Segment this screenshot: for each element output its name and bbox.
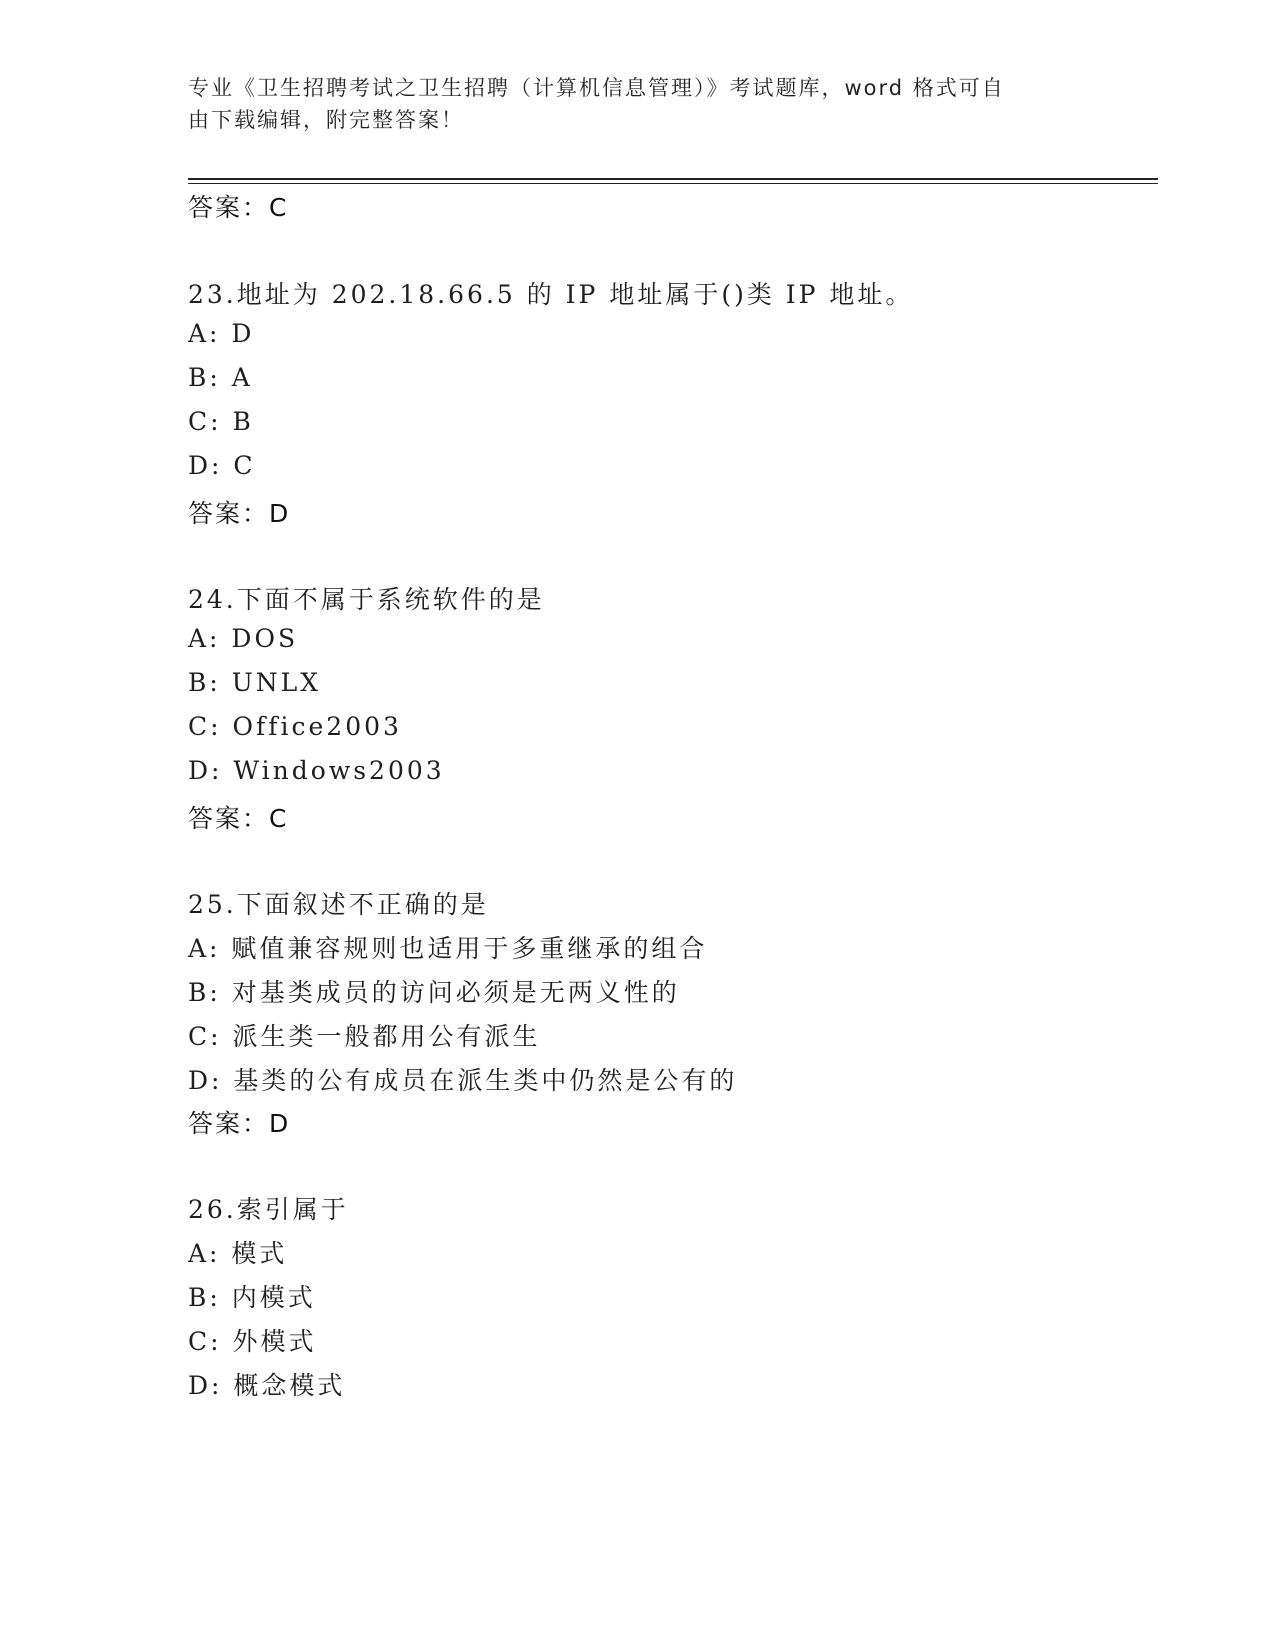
question-26-stem: 26.索引属于 [188, 1195, 349, 1224]
question-25-answer: 答案：D [188, 1109, 291, 1138]
question-25-option-a: A: 赋值兼容规则也适用于多重继承的组合 [188, 934, 708, 963]
header-line-2: 由下载编辑，附完整答案！ [188, 108, 464, 132]
question-24-option-b: B: UNLX [188, 668, 322, 697]
question-23-answer: 答案：D [188, 499, 291, 528]
question-25-option-c: C: 派生类一般都用公有派生 [188, 1022, 541, 1051]
question-25-option-b: B: 对基类成员的访问必须是无两义性的 [188, 978, 680, 1007]
question-24-option-a: A: DOS [188, 624, 299, 653]
question-25-stem: 25.下面叙述不正确的是 [188, 890, 489, 919]
question-23-option-b: B: A [188, 363, 253, 392]
header-line-1: 专业《卫生招聘考试之卫生招聘（计算机信息管理）》考试题库，word 格式可自 [188, 76, 1005, 100]
question-26-option-c: C: 外模式 [188, 1327, 317, 1356]
question-24-option-c: C: Office2003 [188, 712, 402, 741]
question-26-option-d: D: 概念模式 [188, 1371, 346, 1400]
previous-answer: 答案：C [188, 193, 289, 222]
document-header [188, 72, 1068, 136]
question-25-option-d: D: 基类的公有成员在派生类中仍然是公有的 [188, 1066, 738, 1095]
question-26-option-a: A: 模式 [188, 1239, 288, 1268]
question-24-answer: 答案：C [188, 804, 289, 833]
question-26-option-b: B: 内模式 [188, 1283, 316, 1312]
question-24-option-d: D: Windows2003 [188, 756, 445, 785]
question-24-stem: 24.下面不属于系统软件的是 [188, 585, 545, 614]
header-divider [188, 178, 1158, 180]
question-23-option-a: A: D [188, 319, 255, 348]
question-23-stem: 23.地址为 202.18.66.5 的 IP 地址属于()类 IP 地址。 [188, 280, 914, 309]
question-23-option-d: D: C [188, 451, 256, 480]
header-divider-thin [188, 183, 1158, 184]
question-23-option-c: C: B [188, 407, 254, 436]
